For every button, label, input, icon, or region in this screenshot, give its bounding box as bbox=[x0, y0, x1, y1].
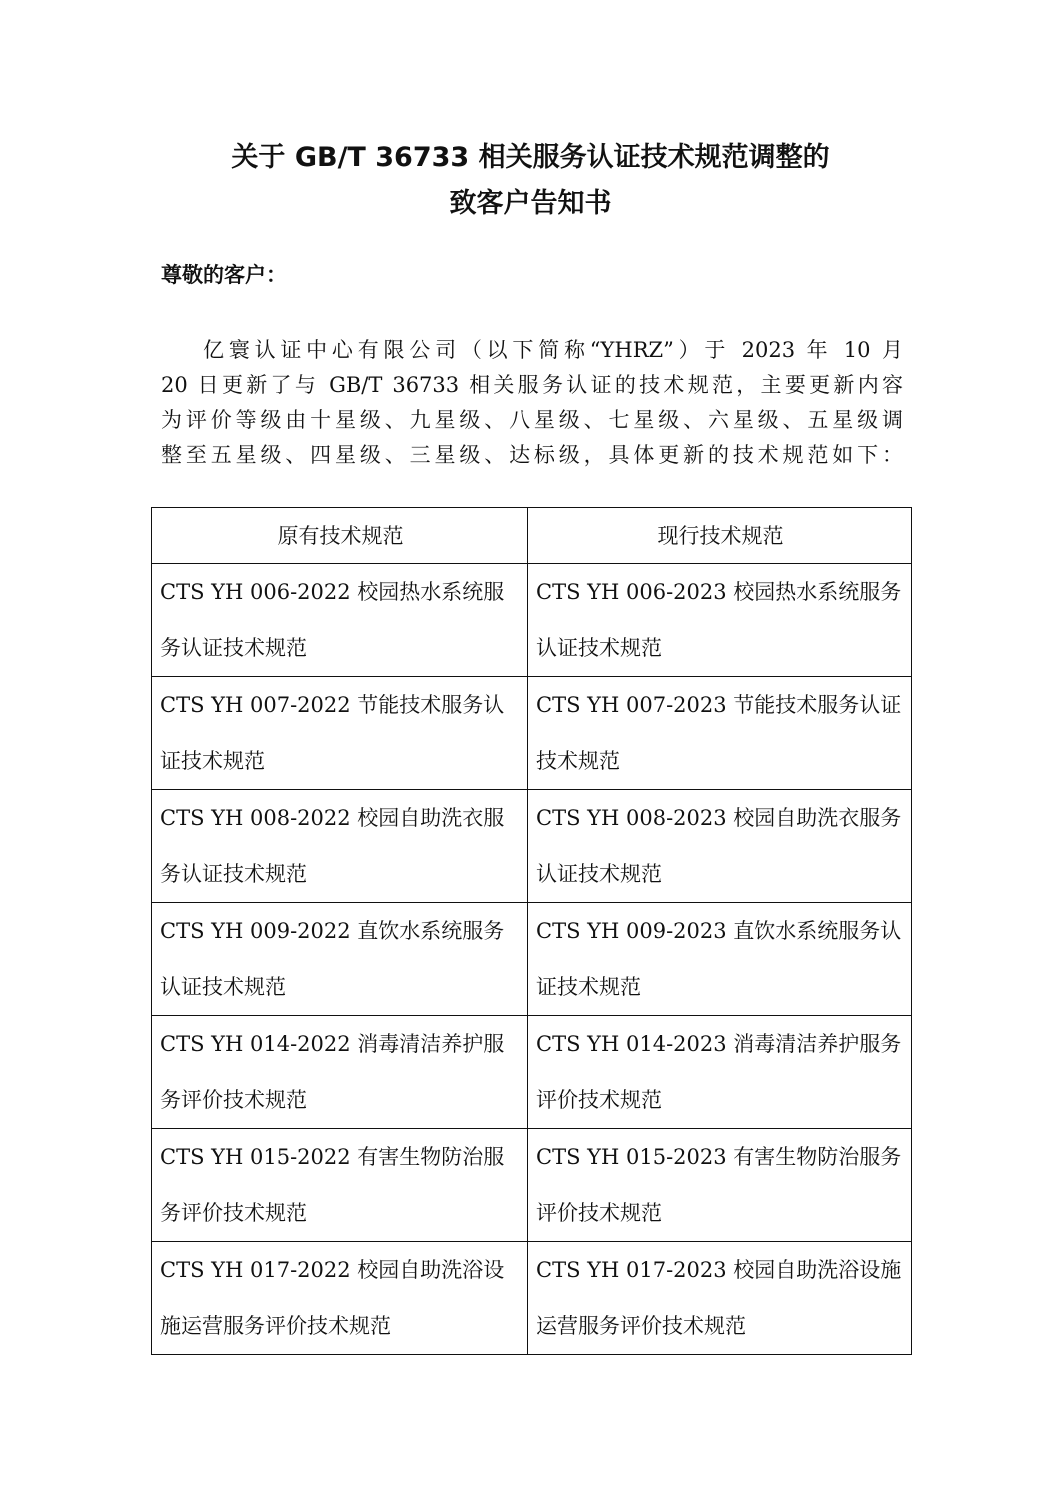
table-row bbox=[152, 1016, 912, 1129]
cell-text: CTS YH 008-2023 校园自助洗衣服务认证技术规范 bbox=[536, 806, 902, 886]
current-spec-cell bbox=[528, 903, 912, 1016]
table-row bbox=[152, 903, 912, 1016]
current-spec-cell bbox=[528, 790, 912, 903]
original-spec-cell bbox=[152, 677, 528, 790]
current-spec-cell bbox=[528, 1129, 912, 1242]
paragraph-line: 为评价等级由十星级、九星级、八星级、七星级、六星级、五星级调 bbox=[161, 408, 903, 432]
cell-text: CTS YH 007-2022 节能技术服务认证技术规范 bbox=[160, 693, 505, 773]
header-original-spec: 原有技术规范 bbox=[152, 508, 528, 564]
paragraph-line: 整至五星级、四星级、三星级、达标级，具体更新的技术规范如下： bbox=[161, 443, 903, 467]
table-header-row bbox=[152, 508, 912, 564]
cell-text: CTS YH 014-2022 消毒清洁养护服务评价技术规范 bbox=[160, 1032, 505, 1112]
paragraph-line: 亿寰认证中心有限公司（以下简称“YHRZ”）于 2023 年 10 月 bbox=[203, 338, 903, 362]
cell-text: CTS YH 014-2023 消毒清洁养护服务评价技术规范 bbox=[536, 1032, 902, 1112]
original-spec-cell bbox=[152, 790, 528, 903]
original-spec-cell bbox=[152, 564, 528, 677]
original-spec-cell bbox=[152, 1016, 528, 1129]
cell-text: CTS YH 015-2023 有害生物防治服务评价技术规范 bbox=[536, 1145, 902, 1225]
table-row bbox=[152, 1242, 912, 1355]
table-row bbox=[152, 1129, 912, 1242]
cell-text: CTS YH 006-2022 校园热水系统服务认证技术规范 bbox=[160, 580, 505, 660]
table-row bbox=[152, 790, 912, 903]
document-title-line-2: 致客户告知书 bbox=[449, 188, 612, 219]
spec-comparison-table bbox=[151, 507, 912, 1355]
original-spec-cell bbox=[152, 903, 528, 1016]
cell-text: CTS YH 007-2023 节能技术服务认证技术规范 bbox=[536, 693, 902, 773]
cell-text: CTS YH 006-2023 校园热水系统服务认证技术规范 bbox=[536, 580, 902, 660]
table-row bbox=[152, 677, 912, 790]
current-spec-cell bbox=[528, 1242, 912, 1355]
current-spec-cell bbox=[528, 677, 912, 790]
cell-text: CTS YH 017-2022 校园自助洗浴设施运营服务评价技术规范 bbox=[160, 1258, 505, 1338]
current-spec-cell bbox=[528, 564, 912, 677]
original-spec-cell bbox=[152, 1129, 528, 1242]
cell-text: CTS YH 008-2022 校园自助洗衣服务认证技术规范 bbox=[160, 806, 505, 886]
cell-text: CTS YH 009-2022 直饮水系统服务认证技术规范 bbox=[160, 919, 505, 999]
salutation: 尊敬的客户： bbox=[161, 263, 287, 287]
current-spec-cell bbox=[528, 1016, 912, 1129]
document-title-line-1: 关于 GB/T 36733 相关服务认证技术规范调整的 bbox=[231, 142, 830, 173]
cell-text: CTS YH 015-2022 有害生物防治服务评价技术规范 bbox=[160, 1145, 505, 1225]
cell-text: CTS YH 009-2023 直饮水系统服务认证技术规范 bbox=[536, 919, 902, 999]
header-current-spec: 现行技术规范 bbox=[528, 508, 912, 564]
table-row bbox=[152, 564, 912, 677]
original-spec-cell bbox=[152, 1242, 528, 1355]
cell-text: CTS YH 017-2023 校园自助洗浴设施运营服务评价技术规范 bbox=[536, 1258, 902, 1338]
paragraph-line: 20 日更新了与 GB/T 36733 相关服务认证的技术规范，主要更新内容 bbox=[161, 373, 903, 397]
